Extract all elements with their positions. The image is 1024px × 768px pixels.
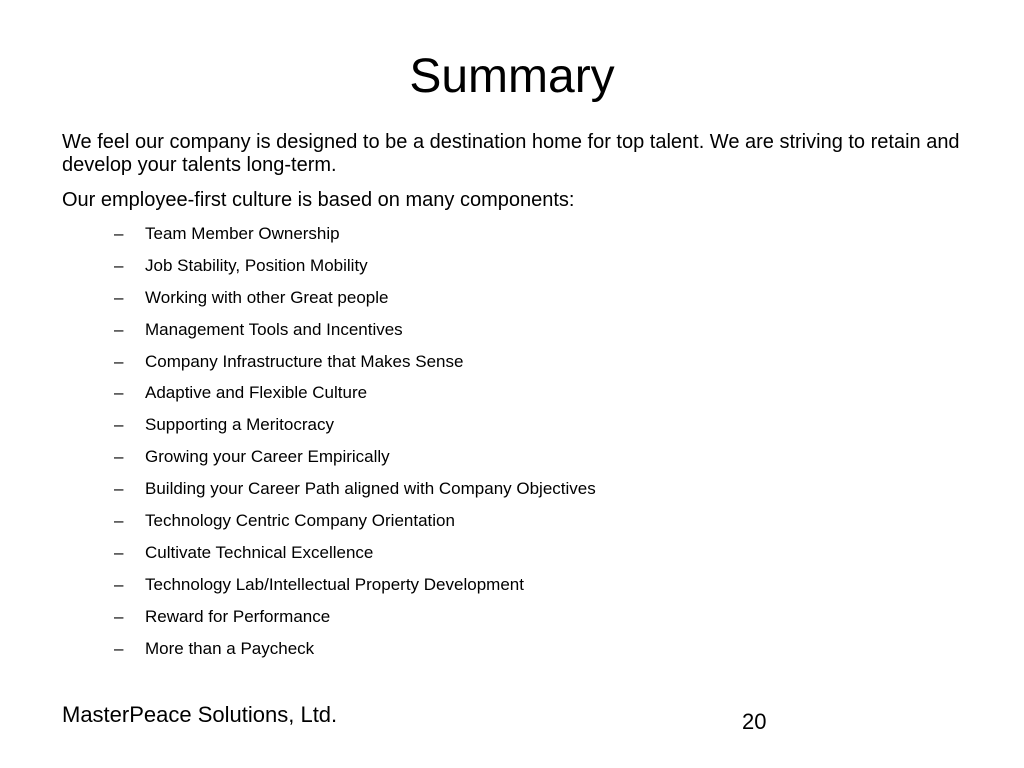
- list-item: [114, 477, 596, 509]
- slide-title: Summary: [409, 50, 615, 103]
- dash-bullet-icon: –: [114, 351, 124, 371]
- dash-bullet-icon: –: [114, 415, 124, 435]
- list-item-label: Management Tools and Incentives: [145, 319, 403, 339]
- list-item-label: Supporting a Meritocracy: [145, 415, 334, 435]
- intro-paragraph: We feel our company is designed to be a destination home for top talent. We are striving to retain and develop your talents long-term.: [62, 131, 960, 176]
- list-item: [114, 286, 596, 318]
- dash-bullet-icon: –: [114, 255, 124, 275]
- list-item: [114, 445, 596, 477]
- list-item-label: Building your Career Path aligned with Company Objectives: [145, 479, 596, 499]
- page-number: 20: [742, 709, 767, 734]
- list-item-label: Adaptive and Flexible Culture: [145, 383, 368, 403]
- dash-bullet-icon: –: [114, 606, 124, 626]
- list-item-label: Technology Lab/Intellectual Property Development: [145, 574, 524, 594]
- list-item-label: Job Stability, Position Mobility: [145, 255, 368, 275]
- list-item: [114, 381, 596, 413]
- list-item-label: More than a Paycheck: [145, 638, 315, 658]
- dash-bullet-icon: –: [114, 638, 124, 658]
- footer-company-name: MasterPeace Solutions, Ltd.: [62, 702, 338, 727]
- dash-bullet-icon: –: [114, 542, 124, 562]
- list-item: [114, 413, 596, 445]
- list-item: [114, 509, 596, 541]
- dash-bullet-icon: –: [114, 224, 124, 243]
- list-item: [114, 318, 596, 350]
- list-item: [114, 222, 596, 254]
- list-item: [114, 605, 596, 637]
- list-item: [114, 254, 596, 286]
- list-item-label: Team Member Ownership: [145, 224, 340, 243]
- dash-bullet-icon: –: [114, 479, 124, 499]
- dash-bullet-icon: –: [114, 287, 124, 307]
- list-item-label: Growing your Career Empirically: [145, 447, 390, 467]
- dash-bullet-icon: –: [114, 447, 124, 467]
- list-item-label: Cultivate Technical Excellence: [145, 542, 374, 562]
- list-item: [114, 541, 596, 573]
- list-item: [114, 637, 596, 669]
- list-item-label: Working with other Great people: [145, 287, 389, 307]
- component-list: [114, 222, 596, 668]
- list-item-label: Reward for Performance: [145, 606, 331, 626]
- culture-lead-paragraph: Our employee-first culture is based on many components:: [62, 189, 575, 211]
- list-item-label: Technology Centric Company Orientation: [145, 511, 455, 531]
- dash-bullet-icon: –: [114, 319, 124, 339]
- dash-bullet-icon: –: [114, 511, 124, 531]
- list-item: [114, 350, 596, 382]
- dash-bullet-icon: –: [114, 383, 124, 403]
- dash-bullet-icon: –: [114, 574, 124, 594]
- list-item-label: Company Infrastructure that Makes Sense: [145, 351, 464, 371]
- list-item: [114, 573, 596, 605]
